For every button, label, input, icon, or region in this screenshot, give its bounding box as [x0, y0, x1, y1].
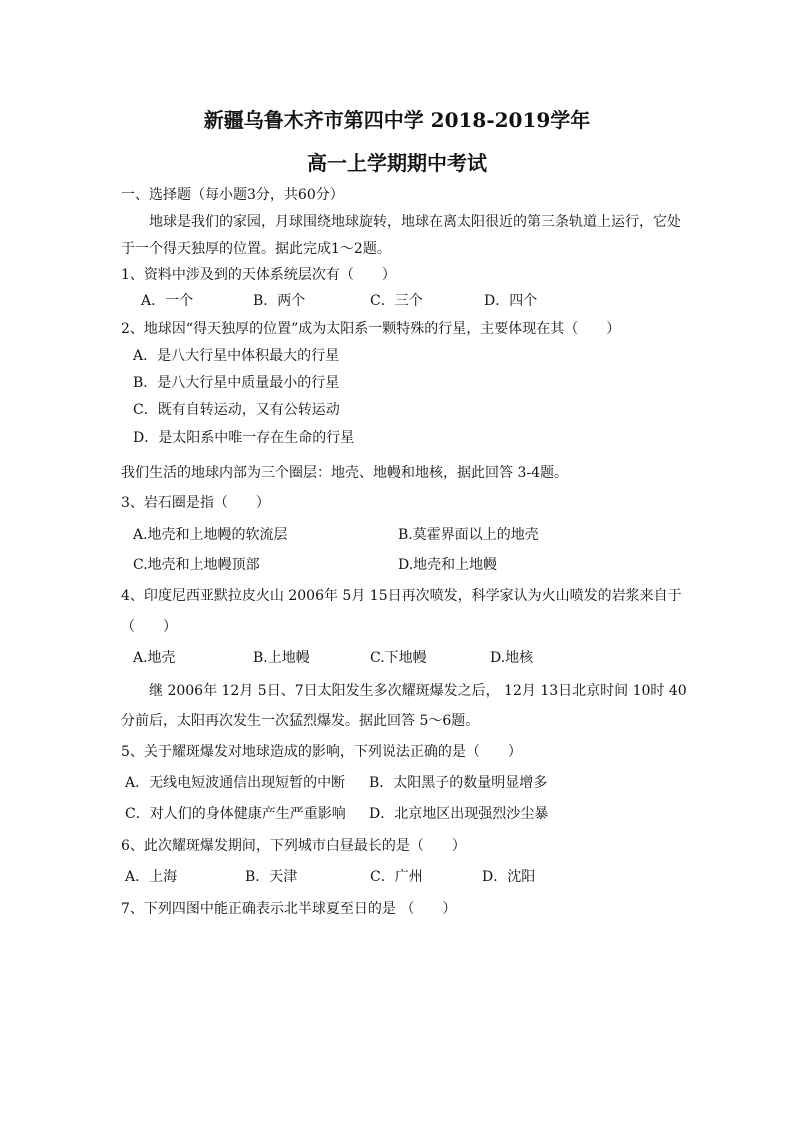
question-4-stem: 4、印度尼西亚默拉皮火山 2006年 5月 15日再次喷发，科学家认为火山喷发的岩浆来自于: [121, 588, 682, 604]
question-6-option-d: D．沈阳: [482, 869, 536, 885]
passage1-line1: 地球是我们的家园，月球围绕地球旋转，地球在离太阳很近的第三条轨道上运行，它处: [149, 214, 681, 230]
question-3-option-c: C.地壳和上地幔顶部: [133, 557, 260, 573]
question-2-stem: 2、地球因“得天独厚的位置”成为太阳系一颗特殊的行星，主要体现在其（ ）: [121, 321, 621, 337]
question-1-option-b: B．两个: [253, 293, 306, 309]
question-2-option-b: B．是八大行星中质量最小的行星: [133, 375, 340, 391]
question-3-option-a: A.地壳和上地幔的软流层: [133, 527, 288, 543]
question-6-option-a: A．上海: [125, 869, 178, 885]
passage3-line2: 分前后，太阳再次发生一次猛烈爆发。据此回答 5～6题。: [121, 713, 480, 729]
question-1-option-c: C．三个: [370, 293, 423, 309]
question-6-stem: 6、此次耀斑爆发期间，下列城市白昼最长的是（ ）: [121, 838, 466, 854]
question-4-option-c: C.下地幔: [370, 650, 427, 666]
question-3-option-b: B.莫霍界面以上的地壳: [398, 527, 539, 543]
passage2: 我们生活的地球内部为三个圈层：地壳、地幔和地核，据此回答 3-4题。: [121, 465, 568, 481]
question-5-option-d: D．北京地区出现强烈沙尘暴: [369, 806, 549, 822]
question-6-option-c: C．广州: [370, 869, 423, 885]
question-4-option-b: B.上地幔: [253, 650, 310, 666]
question-1-option-d: D．四个: [484, 293, 538, 309]
question-3-option-d: D.地壳和上地幔: [398, 557, 498, 573]
question-1-stem: 1、资料中涉及到的天体系统层次有（ ）: [121, 267, 396, 283]
question-2-option-d: D．是太阳系中唯一存在生命的行星: [133, 430, 355, 446]
passage1-line2: 于一个得天独厚的位置。据此完成1～2题。: [121, 241, 391, 257]
question-4-option-a: A.地壳: [133, 650, 176, 666]
exam-title-line2: 高一上学期期中考试: [307, 151, 487, 175]
question-6-option-b: B．天津: [245, 869, 298, 885]
question-5-stem: 5、关于耀斑爆发对地球造成的影响，下列说法正确的是（ ）: [121, 744, 522, 760]
question-2-option-c: C．既有自转运动，又有公转运动: [133, 402, 340, 418]
question-1-option-a: A．一个: [141, 293, 194, 309]
section-header: 一、选择题（每小题3分，共60分）: [121, 187, 344, 203]
question-3-stem: 3、岩石圈是指（ ）: [121, 495, 270, 511]
question-4-option-d: D.地核: [490, 650, 534, 666]
question-5-option-c: C．对人们的身体健康产生严重影响: [125, 806, 346, 822]
question-5-option-a: A．无线电短波通信出现短暂的中断: [125, 775, 346, 791]
exam-title-line1: 新疆乌鲁木齐市第四中学 2018-2019学年: [203, 108, 591, 132]
question-7-stem: 7、下列四图中能正确表示北半球夏至日的是 （ ）: [121, 901, 457, 917]
question-5-option-b: B．太阳黑子的数量明显增多: [369, 775, 548, 791]
question-4-bracket: （ ）: [121, 619, 177, 635]
question-2-option-a: A．是八大行星中体积最大的行星: [133, 348, 340, 364]
passage3-line1: 继 2006年 12月 5日、7日太阳发生多次耀斑爆发之后， 12月 13日北京时间 10时 40: [149, 683, 687, 699]
